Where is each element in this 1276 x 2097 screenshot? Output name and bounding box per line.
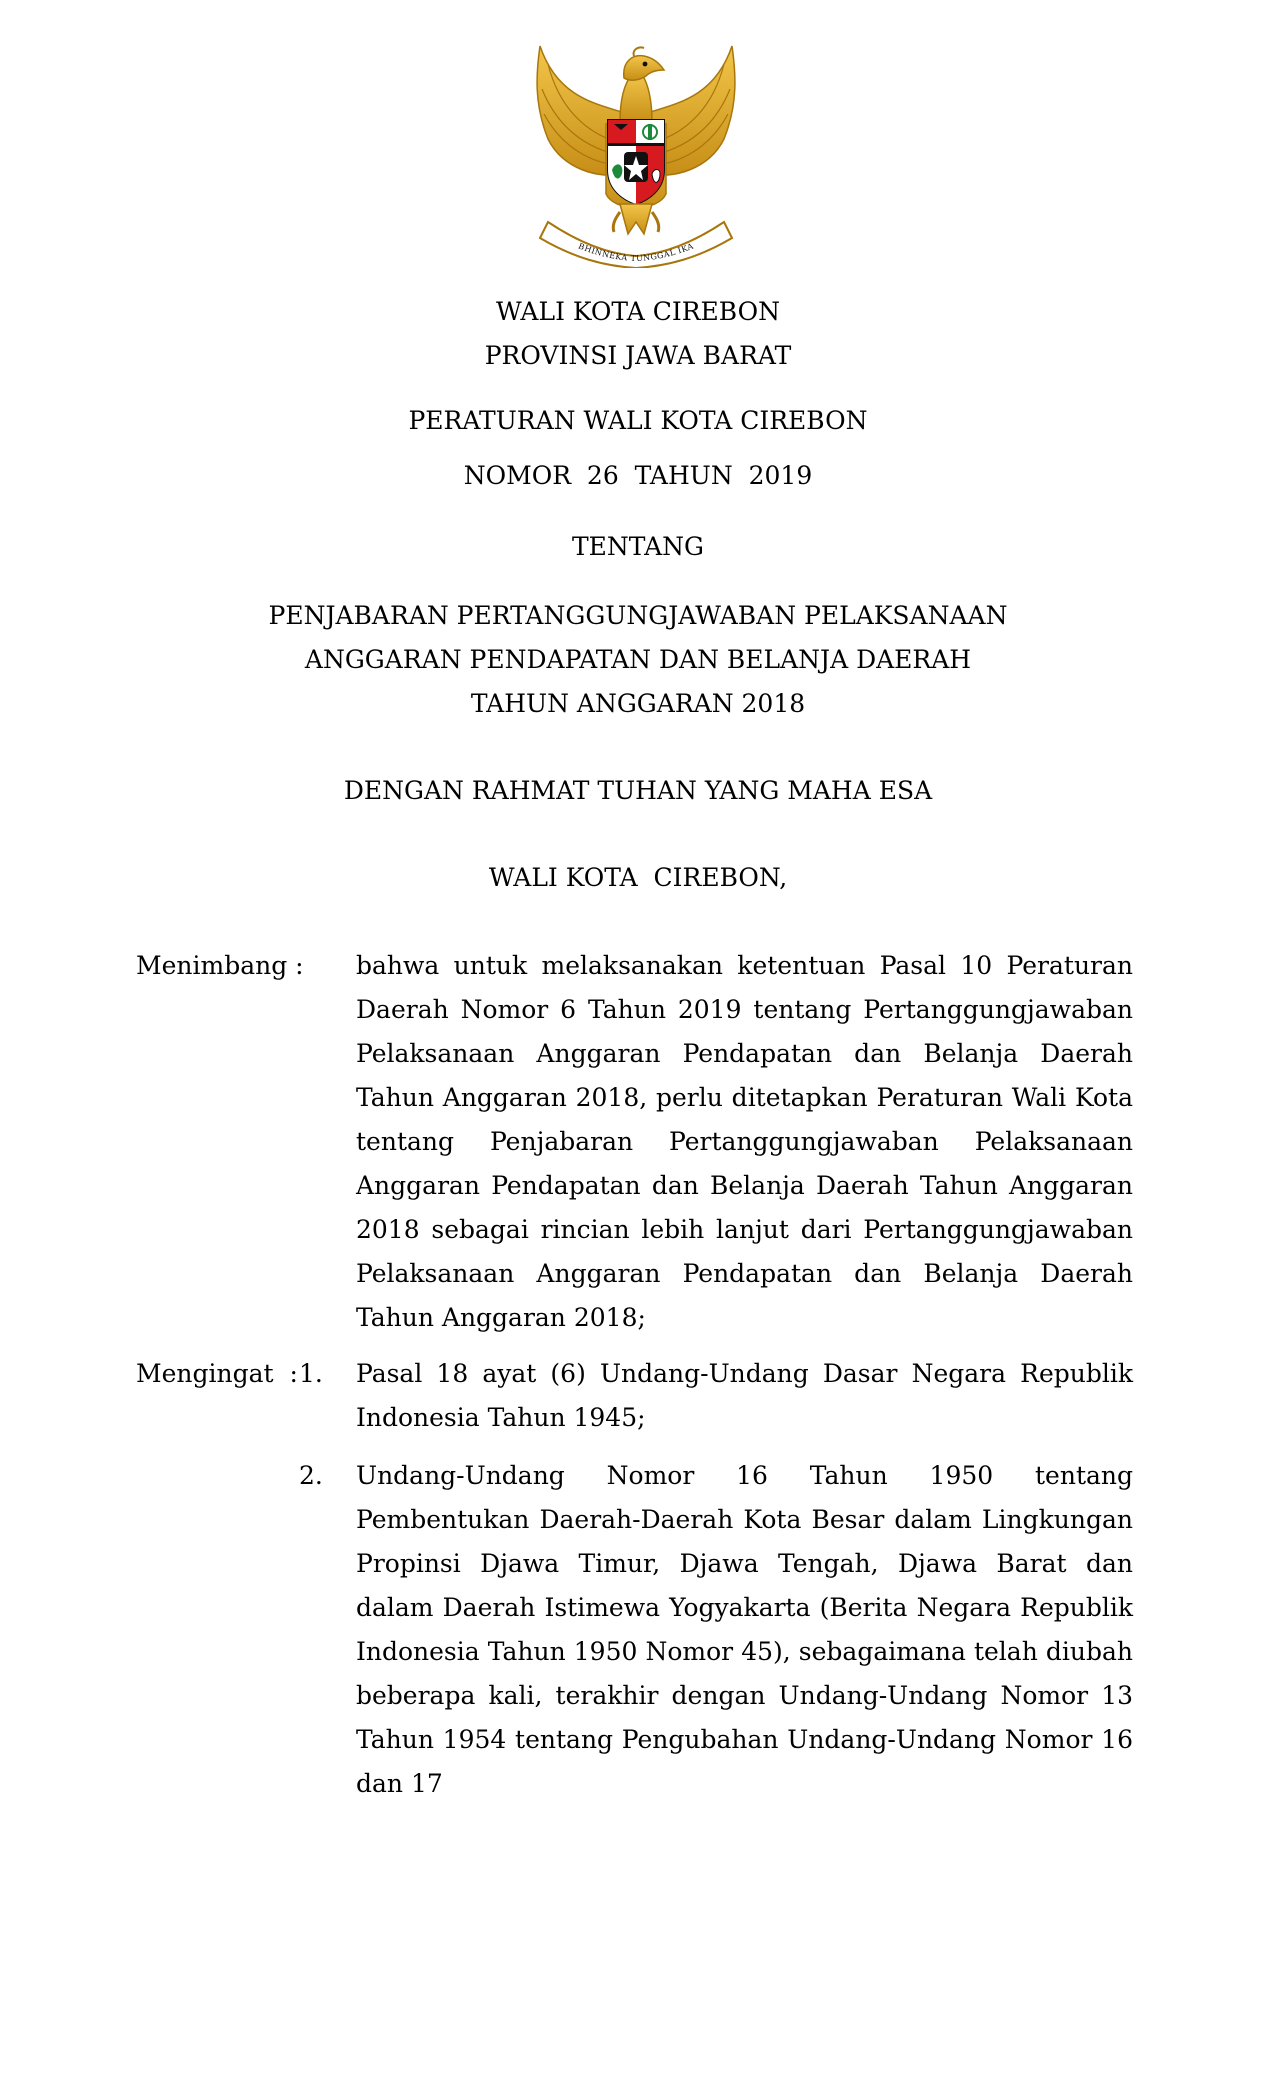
regulation-number: NOMOR 26 TAHUN 2019 [463, 461, 813, 490]
mengingat-label: Mengingat : [136, 1359, 298, 1388]
mengingat-item-number: 2. [299, 1461, 323, 1490]
authority-heading: WALI KOTA CIREBON [495, 297, 781, 326]
mengingat-item-text: Pasal 18 ayat (6) Undang-Undang Dasar Negara Republik Indonesia Tahun 1945; [356, 1359, 1133, 1432]
garuda-pancasila-emblem [528, 44, 744, 268]
regulation-title: PERATURAN WALI KOTA CIREBON [408, 406, 868, 435]
subject-line-2: ANGGARAN PENDAPATAN DAN BELANJA DAERAH [304, 645, 972, 674]
motto-text: BHINNEKA TUNGGAL IKA [576, 241, 696, 264]
mengingat-item-number: 1. [299, 1359, 323, 1388]
mengingat-item-text: Undang-Undang Nomor 16 Tahun 1950 tentang Pembentukan Daerah-Daerah Kota Besar dalam Lingkungan Propinsi Djawa Timur, Djawa Tengah, Djawa Barat dan dalam Daerah Istimewa Yogyakarta (Berita Negara Republik Indonesia Tahun 1950 Nomor 45), sebagaimana telah diubah beberapa kali, terakhir dengan Undang-Undang Nomor 13 Tahun 1954 tentang Pengubahan Undang-Undang Nomor 16 dan 17 [356, 1461, 1133, 1798]
garuda-tail [620, 204, 652, 234]
about-heading: TENTANG [571, 532, 704, 561]
menimbang-text: bahwa untuk melaksanakan ketentuan Pasal 10 Peraturan Daerah Nomor 6 Tahun 2019 tentang Pertanggungjawaban Pelaksanaan Anggaran Pendapatan dan Belanja Daerah Tahun Anggaran 2018, perlu ditetapkan Peraturan Wali Kota tentang Penjabaran Pertanggungjawaban Pelaksanaan Anggaran Pendapatan dan Belanja Daerah Tahun Anggaran 2018 sebagai rincian lebih lanjut dari Pertanggungjawaban Pelaksanaan Anggaran Pendapatan dan Belanja Daerah Tahun Anggaran 2018; [356, 951, 1133, 1332]
menimbang-label: Menimbang : [136, 951, 304, 980]
garuda-neck [620, 74, 652, 122]
pancasila-shield [608, 120, 664, 204]
issuer-heading: WALI KOTA CIREBON, [488, 863, 788, 892]
subject-line-3: TAHUN ANGGARAN 2018 [470, 689, 806, 718]
garuda-head [624, 56, 664, 80]
invocation: DENGAN RAHMAT TUHAN YANG MAHA ESA [343, 776, 933, 805]
province-heading: PROVINSI JAWA BARAT [484, 341, 792, 370]
subject-line-1: PENJABARAN PERTANGGUNGJAWABAN PELAKSANAAN [268, 601, 1008, 630]
